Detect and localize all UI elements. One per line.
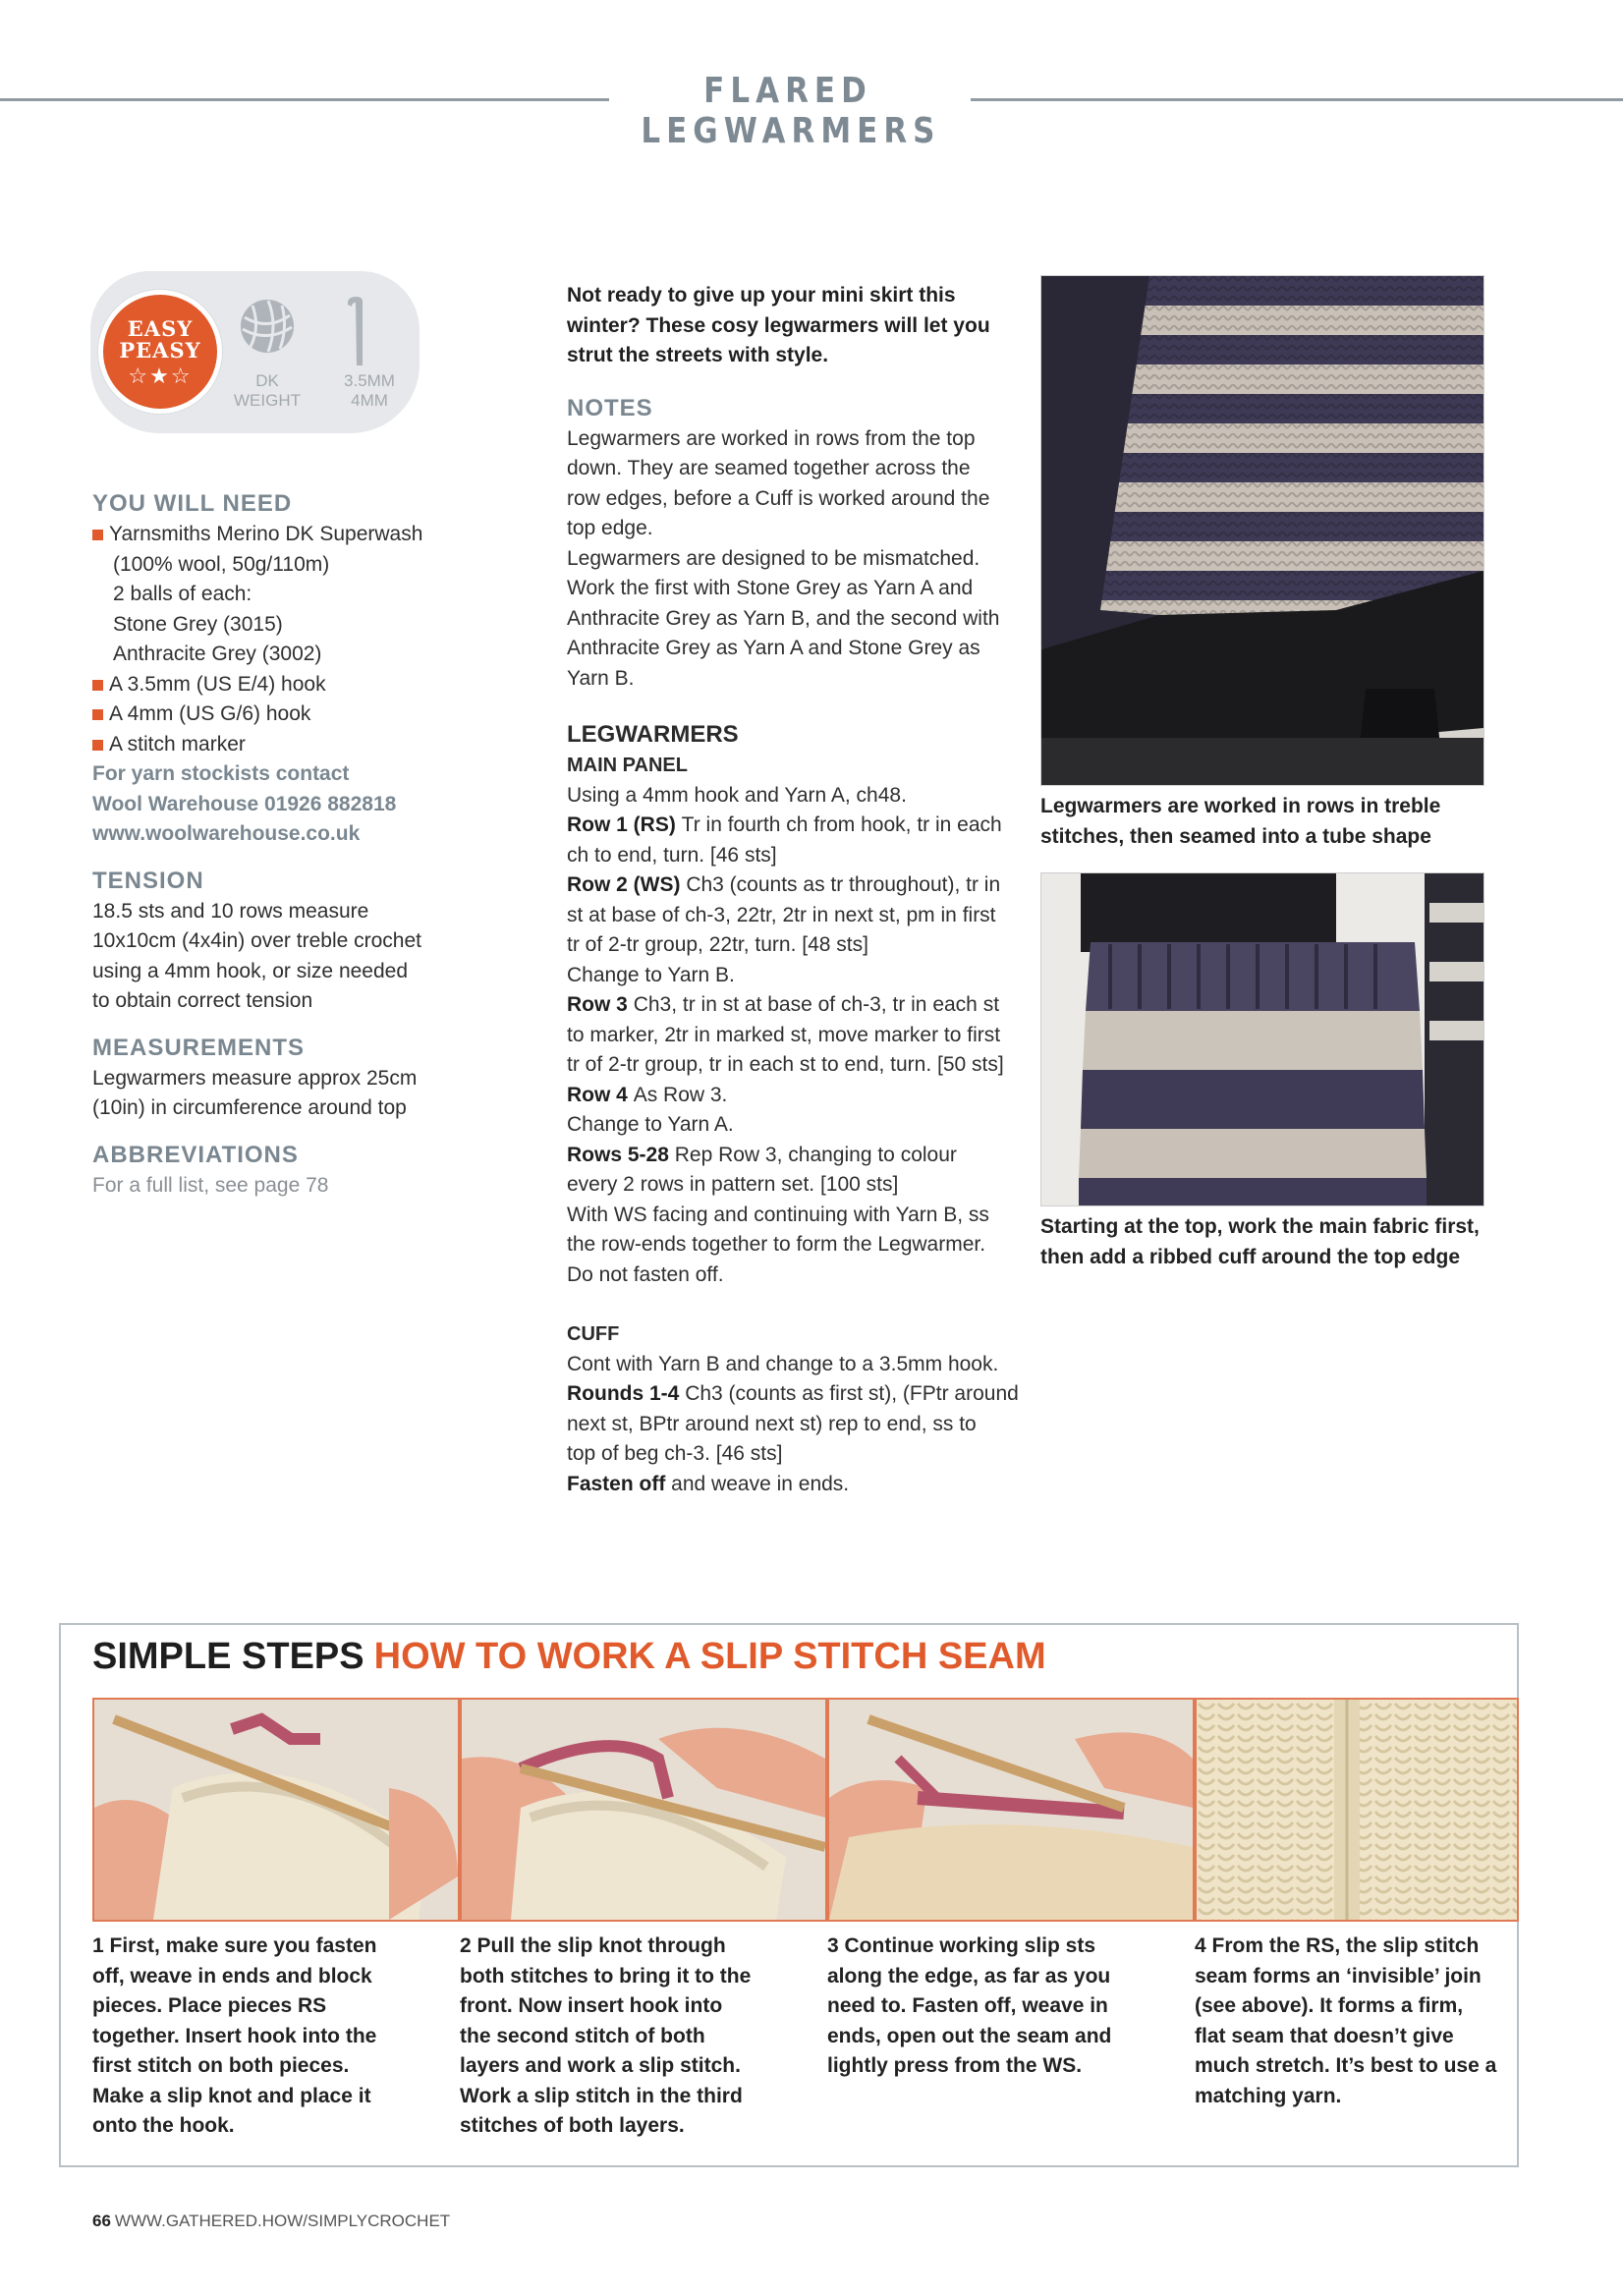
step-line [92, 1932, 387, 1962]
crochet-hook-icon [339, 295, 370, 367]
notes-line: top edge. [567, 517, 653, 539]
tension-text [92, 897, 466, 1017]
intro-text [567, 281, 1029, 371]
simple-steps-subtitle: HOW TO WORK A SLIP STITCH SEAM [373, 1636, 1046, 1677]
instruction-line [567, 1379, 1029, 1410]
step-3-photo [827, 1698, 1195, 1922]
step-line [460, 2051, 755, 2082]
instruction-line [567, 1110, 1029, 1141]
legwarmers-heading: LEGWARMERS [567, 721, 739, 748]
abbreviations-text: For a full list, see page 78 [92, 1173, 329, 1197]
step-line [1195, 1932, 1509, 1962]
instruction-text: Ch3, tr in st at base of ch-3, tr in each st [633, 993, 1000, 1016]
page-title: FLARED LEGWARMERS [641, 71, 941, 151]
instruction-text: Rep Row 3, changing to colour [674, 1143, 957, 1166]
instruction-line [567, 1230, 1029, 1260]
step-line-text: matching yarn. [1195, 2084, 1342, 2107]
bullet-square-icon [92, 680, 103, 691]
instruction-line [567, 901, 1029, 931]
step-line [460, 1932, 755, 1962]
instruction-text: Change to Yarn A. [567, 1113, 734, 1136]
difficulty-badge [98, 290, 222, 414]
caption-line: then add a ribbed cuff around the top edge [1040, 1245, 1461, 1268]
row-label: Row 2 (WS) [567, 873, 687, 896]
header-rule-left [0, 98, 609, 101]
step-line-text: seam forms an ‘invisible’ join [1195, 1964, 1482, 1988]
step-4-photo [1195, 1698, 1519, 1922]
instruction-text: Ch3 (counts as first st), (FPtr around [685, 1382, 1019, 1405]
step-line-text: Pull the slip knot through [476, 1934, 726, 1957]
step-1-text [92, 1932, 387, 2142]
step-line [1195, 2022, 1509, 2052]
row-label: Fasten off [567, 1472, 672, 1495]
row-label: Row 1 (RS) [567, 813, 682, 836]
step-line-text: the second stitch of both [460, 2024, 705, 2047]
instruction-text: Ch3 (counts as tr throughout), tr in [686, 873, 1001, 896]
step-line [827, 2051, 1122, 2082]
step-line-text: along the edge, as far as you [827, 1964, 1111, 1988]
step-line-text: flat seam that doesn’t give [1195, 2024, 1454, 2047]
step-line [92, 1991, 387, 2022]
material-text: Yarnsmiths Merino DK Superwash [109, 523, 423, 545]
difficulty-stars: ☆★☆ [128, 364, 193, 388]
tension-line: 10x10cm (4x4in) over treble crochet [92, 929, 421, 952]
instruction-line [567, 1141, 1029, 1171]
row-label: Row 4 [567, 1083, 634, 1106]
step-line [460, 2022, 755, 2052]
instruction-line [567, 1201, 1029, 1231]
instruction-text: Cont with Yarn B and change to a 3.5mm hook. [567, 1352, 999, 1375]
notes-line: Legwarmers are worked in rows from the top [567, 426, 976, 450]
step-line-text: front. Now insert hook into [460, 1994, 723, 2017]
photo-caption-1 [1040, 792, 1502, 852]
step-line-text: lightly press from the WS. [827, 2054, 1083, 2077]
measurement-line: Legwarmers measure approx 25cm [92, 1066, 418, 1090]
header-rule-right [971, 98, 1623, 101]
caption-line: stitches, then seamed into a tube shape [1040, 824, 1431, 848]
instruction-line [567, 1021, 1029, 1051]
notes-line: Legwarmers are designed to be mismatched. [567, 546, 980, 570]
notes-line: Anthracite Grey as Yarn A and Stone Grey as [567, 637, 980, 659]
intro-line: winter? These cosy legwarmers will let you [567, 313, 990, 337]
instruction-line [567, 870, 1029, 901]
you-will-need-heading: YOU WILL NEED [92, 490, 293, 517]
instruction-text: Change to Yarn B. [567, 963, 735, 986]
difficulty-line-2: PEASY [119, 338, 201, 363]
material-item [92, 700, 466, 730]
left-column [92, 488, 466, 1201]
materials-list [92, 520, 466, 759]
photo-caption-2 [1040, 1212, 1502, 1272]
step-line [92, 2082, 387, 2112]
step-line-text: pieces. Place pieces RS [92, 1994, 327, 2017]
step-line-text: both stitches to bring it to the [460, 1964, 752, 1988]
instruction-line [567, 1050, 1029, 1081]
material-item [92, 520, 466, 550]
bullet-square-icon [92, 530, 103, 540]
instruction-line [567, 1439, 1029, 1470]
instruction-line [567, 1470, 1029, 1500]
caption-line: Starting at the top, work the main fabric first, [1040, 1215, 1480, 1238]
stockist-line: Wool Warehouse 01926 882818 [92, 792, 397, 815]
instruction-line [567, 1350, 1029, 1380]
step-line-text: Work a slip stitch in the third [460, 2084, 743, 2107]
material-text: Stone Grey (3015) [113, 612, 283, 636]
footer-url: WWW.GATHERED.HOW/SIMPLYCROCHET [114, 2212, 451, 2230]
step-line-text: (see above). It forms a firm, [1195, 1994, 1464, 2017]
instruction-text: the row-ends together to form the Legwarmer. [567, 1233, 986, 1256]
tension-line: 18.5 sts and 10 rows measure [92, 899, 369, 923]
cuff-instructions [567, 1350, 1029, 1500]
step-line [1195, 2082, 1509, 2112]
step-line [460, 2111, 755, 2142]
step-line [460, 1991, 755, 2022]
material-text: A stitch marker [109, 732, 246, 756]
material-text: Anthracite Grey (3002) [113, 643, 322, 665]
step-line [827, 1991, 1122, 2022]
step-line-text: onto the hook. [92, 2114, 235, 2137]
instruction-text: tr of 2-tr group, tr in each st to end, turn. [50 sts] [567, 1053, 1004, 1076]
step-line [92, 2051, 387, 2082]
step-line-text: layers and work a slip stitch. [460, 2054, 741, 2077]
step-line [827, 1962, 1122, 1992]
yarn-weight-line-2: WEIGHT [234, 391, 301, 410]
step-line [1195, 1962, 1509, 1992]
hook-size-line-2: 4MM [351, 391, 388, 410]
tension-heading: TENSION [92, 867, 204, 894]
measurements-text [92, 1064, 466, 1124]
instruction-line [567, 930, 1029, 961]
notes-line: Anthracite Grey as Yarn B, and the second with [567, 606, 1000, 630]
material-item [92, 730, 466, 760]
difficulty-line-1: EASY [127, 316, 194, 341]
instruction-text: Using a 4mm hook and Yarn A, ch48. [567, 783, 907, 807]
notes-line: Work the first with Stone Grey as Yarn A and [567, 577, 974, 599]
yarn-ball-icon [239, 298, 296, 355]
instruction-text: As Row 3. [633, 1083, 728, 1106]
intro-line: strut the streets with style. [567, 344, 829, 366]
material-text: (100% wool, 50g/110m) [113, 552, 330, 576]
step-line-text: first stitch on both pieces. [92, 2054, 350, 2077]
step-line-text: Make a slip knot and place it [92, 2084, 371, 2107]
instruction-line [567, 961, 1029, 991]
material-text: 2 balls of each: [113, 583, 252, 605]
step-line-text: off, weave in ends and block [92, 1964, 372, 1988]
row-label: Rounds 1-4 [567, 1382, 686, 1405]
stockist-line: For yarn stockists contact [92, 762, 350, 785]
page-number: 66 [92, 2212, 111, 2230]
instruction-line [567, 990, 1029, 1021]
notes-line: Yarn B. [567, 666, 635, 690]
material-item [92, 670, 466, 700]
instruction-text: every 2 rows in pattern set. [100 sts] [567, 1173, 899, 1196]
step-line [460, 2082, 755, 2112]
stockists [92, 759, 466, 850]
tension-line: using a 4mm hook, or size needed [92, 959, 409, 982]
legwarmer-photo-top [1040, 275, 1484, 786]
yarn-weight-line-1: DK [255, 371, 279, 390]
instruction-text: and weave in ends. [671, 1472, 850, 1495]
simple-steps-label: SIMPLE STEPS [92, 1636, 364, 1677]
hook-size-line-1: 3.5MM [344, 371, 395, 390]
instruction-text: Do not fasten off. [567, 1262, 724, 1286]
instruction-text: With WS facing and continuing with Yarn B, ss [567, 1203, 989, 1226]
middle-column [567, 281, 1029, 1499]
material-text: A 3.5mm (US E/4) hook [109, 672, 326, 696]
hook-size-label [330, 371, 409, 411]
instruction-line [567, 841, 1029, 871]
step-line-text: stitches of both layers. [460, 2114, 685, 2137]
main-panel-instructions [567, 781, 1029, 1291]
notes-line: down. They are seamed together across the [567, 457, 971, 479]
step-line-text: need to. Fasten off, weave in [827, 1994, 1108, 2017]
measurements-heading: MEASUREMENTS [92, 1034, 306, 1061]
bullet-square-icon [92, 709, 103, 720]
step-line [827, 2022, 1122, 2052]
instruction-text: tr of 2-tr group, 22tr, turn. [48 sts] [567, 933, 868, 956]
step-number: 1 [92, 1934, 110, 1957]
step-number: 3 [827, 1934, 845, 1957]
cuff-heading: CUFF [567, 1323, 620, 1345]
row-label: Rows 5-28 [567, 1143, 675, 1166]
step-line [92, 2022, 387, 2052]
notes-line: row edges, before a Cuff is worked around the [567, 486, 990, 510]
caption-line: Legwarmers are worked in rows in treble [1040, 795, 1441, 817]
yarn-weight-label [228, 371, 307, 411]
instruction-line [567, 1170, 1029, 1201]
step-4-text [1195, 1932, 1509, 2111]
step-line [92, 2111, 387, 2142]
notes-text [567, 424, 1029, 695]
tension-line: to obtain correct tension [92, 989, 313, 1012]
intro-line: Not ready to give up your mini skirt this [567, 284, 956, 307]
stockist-line: www.woolwarehouse.co.uk [92, 822, 361, 845]
step-line-text: together. Insert hook into the [92, 2024, 377, 2047]
instruction-text: st at base of ch-3, 22tr, 2tr in next st, pm in first [567, 903, 996, 926]
instruction-text: top of beg ch-3. [46 sts] [567, 1442, 783, 1465]
step-line-text: From the RS, the slip stitch [1211, 1934, 1480, 1957]
step-line [92, 1962, 387, 1992]
step-line [1195, 1991, 1509, 2022]
step-line-text: much stretch. It’s best to use a [1195, 2054, 1497, 2077]
step-2-photo [460, 1698, 827, 1922]
instruction-text: to marker, 2tr in marked st, move marker to first [567, 1023, 1001, 1046]
instruction-text: Tr in fourth ch from hook, tr in each [681, 813, 1002, 836]
step-number: 4 [1195, 1934, 1212, 1957]
instruction-line [567, 1410, 1029, 1440]
legwarmer-photo-cuff [1040, 872, 1484, 1206]
footer [92, 2212, 450, 2231]
measurement-line: (10in) in circumference around top [92, 1096, 407, 1119]
step-line-text: ends, open out the seam and [827, 2024, 1112, 2047]
material-text: A 4mm (US G/6) hook [109, 702, 311, 725]
bullet-square-icon [92, 740, 103, 751]
row-label: Row 3 [567, 993, 634, 1016]
instruction-line [567, 811, 1029, 841]
step-line [1195, 2051, 1509, 2082]
instruction-line [567, 1260, 1029, 1291]
step-2-text [460, 1932, 755, 2142]
instruction-line [567, 1081, 1029, 1111]
step-number: 2 [460, 1934, 477, 1957]
step-line [460, 1962, 755, 1992]
step-line-text: First, make sure you fasten [109, 1934, 377, 1957]
instruction-text: next st, BPtr around next st) rep to end, ss to [567, 1412, 977, 1435]
step-3-text [827, 1932, 1122, 2082]
notes-heading: NOTES [567, 394, 653, 421]
step-line-text: Continue working slip sts [844, 1934, 1096, 1957]
instruction-line [567, 781, 1029, 812]
main-panel-heading: MAIN PANEL [567, 755, 688, 776]
abbreviations-heading: ABBREVIATIONS [92, 1141, 299, 1168]
instruction-text: ch to end, turn. [46 sts] [567, 843, 777, 867]
step-line [827, 1932, 1122, 1962]
step-1-photo [92, 1698, 460, 1922]
simple-steps-title [92, 1636, 1046, 1678]
